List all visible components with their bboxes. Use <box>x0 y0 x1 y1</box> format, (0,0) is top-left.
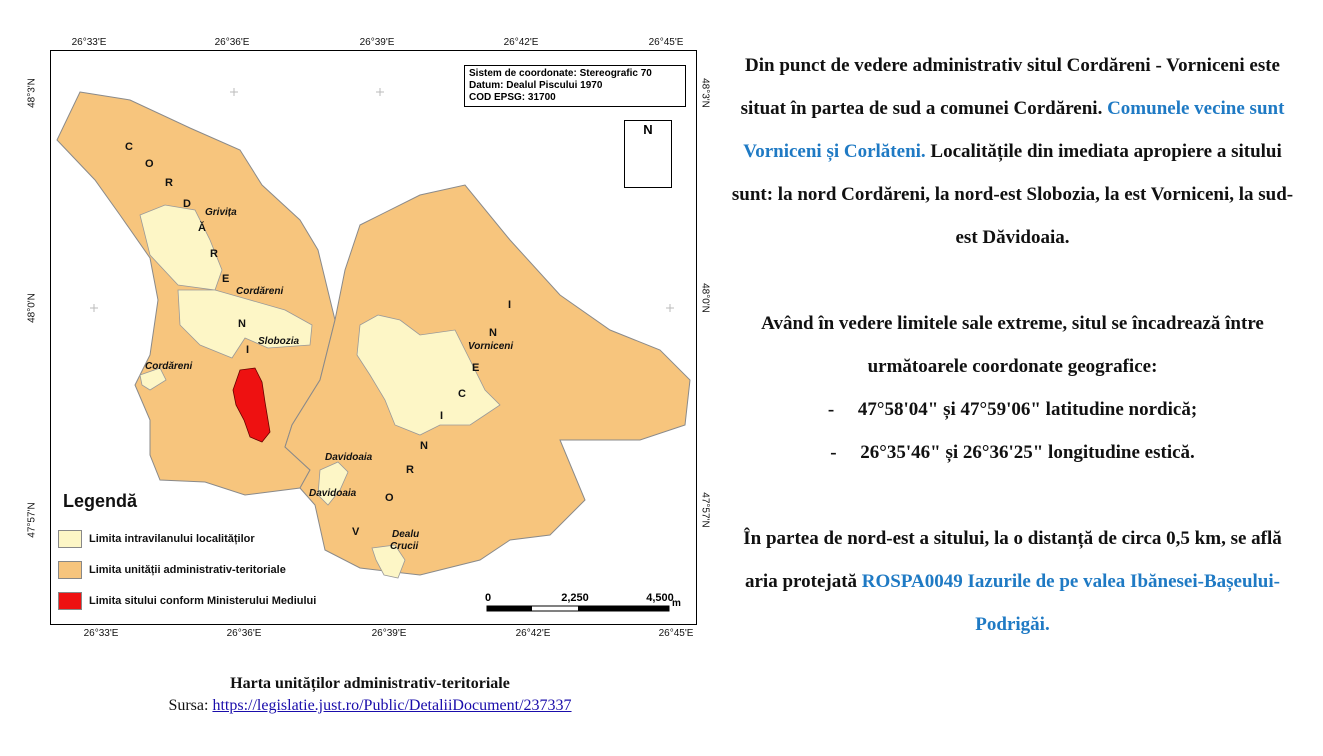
coordinate-system-box <box>464 65 686 107</box>
place-label-slobozia: Slobozia <box>258 336 300 347</box>
scale-bar <box>487 606 669 611</box>
admin-letter: R <box>210 248 218 260</box>
coord-epsg-line: COD EPSG: 31700 <box>469 92 556 103</box>
admin-letter: V <box>352 526 360 538</box>
legend-label: Limita intravilanului localităților <box>89 533 255 545</box>
legend-swatch <box>58 561 82 579</box>
lon-tick-top: 26°45'E <box>648 37 684 48</box>
legend-swatch <box>58 592 82 610</box>
source-prefix: Sursa: <box>168 697 213 714</box>
legend-label: Limita sitului conform Ministerului Mediului <box>89 595 317 607</box>
lat-tick-right: 48°3'N <box>699 78 711 108</box>
coordinate-bullet-lat: - 47°58'04" și 47°59'06" latitudine nordică; <box>827 399 1198 420</box>
admin-letter: E <box>472 362 480 374</box>
admin-letter: R <box>406 464 414 476</box>
scale-label: 0 <box>484 592 492 604</box>
lon-tick-bottom: 26°36'E <box>226 628 262 639</box>
north-label: N <box>643 122 653 137</box>
scale-unit: m <box>672 598 681 609</box>
scale-label: 4,500 <box>646 592 674 604</box>
lat-tick-left: 48°0'N <box>26 293 38 323</box>
admin-letter: N <box>238 318 246 330</box>
place-label-vorniceni: Vorniceni <box>468 341 514 352</box>
source-link[interactable]: https://legislatie.just.ro/Public/DetaliiDocument/237337 <box>212 697 572 714</box>
admin-letter: R <box>165 177 173 189</box>
highlight-neighbors: Comunele vecine sunt Vorniceni și Corlăteni. <box>743 98 1285 162</box>
map-caption-title: Harta unităților administrativ-teritoriale <box>230 675 510 692</box>
lon-tick-top: 26°42'E <box>503 37 539 48</box>
place-label-cordareni: Cordăreni <box>236 286 284 297</box>
place-label-davidoaia: Davidoaia <box>325 452 373 463</box>
place-label-crucii: Crucii <box>390 541 419 552</box>
place-label-davidoaia-2: Davidoaia <box>309 488 357 499</box>
lon-tick-top: 26°39'E <box>359 37 395 48</box>
scale-label: 2,250 <box>561 592 589 604</box>
north-arrow-box <box>624 120 672 188</box>
lon-tick-bottom: 26°45'E <box>658 628 694 639</box>
admin-letter: E <box>222 273 230 285</box>
admin-letter: D <box>183 198 191 210</box>
admin-letter: N <box>420 440 428 452</box>
coord-system-line: Sistem de coordonate: Stereografic 70 <box>469 68 652 79</box>
lon-tick-bottom: 26°39'E <box>371 628 407 639</box>
highlight-rospa: ROSPA0049 Iazurile de pe valea Ibănesei-Bașeului-Podrigăi. <box>861 571 1280 635</box>
paragraph-location <box>725 44 1300 259</box>
map-caption-source <box>0 697 740 715</box>
lon-tick-bottom: 26°42'E <box>515 628 551 639</box>
legend-title: Legendă <box>63 491 138 511</box>
coord-datum-line: Datum: Dealul Piscului 1970 <box>469 80 603 91</box>
place-label-grivita: Grivița <box>205 207 237 218</box>
lat-tick-left: 47°57'N <box>26 502 38 538</box>
admin-letter: I <box>246 344 250 356</box>
admin-letter: O <box>145 158 154 170</box>
place-label-dealu: Dealu <box>392 529 420 540</box>
admin-letter: I <box>508 299 512 311</box>
lat-tick-right: 48°0'N <box>699 283 711 313</box>
admin-letter: I <box>440 410 444 422</box>
legend-swatch <box>58 530 82 548</box>
paragraph-text: Localitățile din imediata apropiere a sitului sunt: la nord Cordăreni, la nord-est Slobozia, la est Vorniceni, la sud-est Dăvidoaia. <box>731 141 1294 248</box>
paragraph-text: În partea de nord-est a sitului, la o distanță de circa 0,5 km, se află aria protejată <box>743 528 1282 592</box>
paragraph-protected-area <box>725 517 1300 646</box>
admin-letter: Ă <box>198 222 206 234</box>
coordinate-bullet-lon: - 26°35'46" și 26°36'25" longitudine estică. <box>830 442 1195 463</box>
paragraph-coordinates: Având în vedere limitele sale extreme, situl se încadrează între următoarele coordonate geografice: <box>761 313 1264 377</box>
admin-letter: N <box>489 327 497 339</box>
admin-letter: C <box>125 141 133 153</box>
lon-tick-bottom: 26°33'E <box>83 628 119 639</box>
admin-letter: C <box>458 388 466 400</box>
paragraph-text: Din punct de vedere administrativ situl Cordăreni - Vorniceni este situat în partea de sud a comunei Cordăreni. <box>740 55 1280 119</box>
lon-tick-top: 26°33'E <box>71 37 107 48</box>
lat-tick-left: 48°3'N <box>26 78 38 108</box>
admin-letter: O <box>385 492 394 504</box>
place-label-cordareni-west: Cordăreni <box>145 361 193 372</box>
description-text <box>725 44 1300 646</box>
lat-tick-right: 47°57'N <box>699 492 711 528</box>
legend-label: Limita unității administrativ-teritoriale <box>89 564 286 576</box>
vorniceni-admin-area <box>285 185 690 575</box>
lon-tick-top: 26°36'E <box>214 37 250 48</box>
